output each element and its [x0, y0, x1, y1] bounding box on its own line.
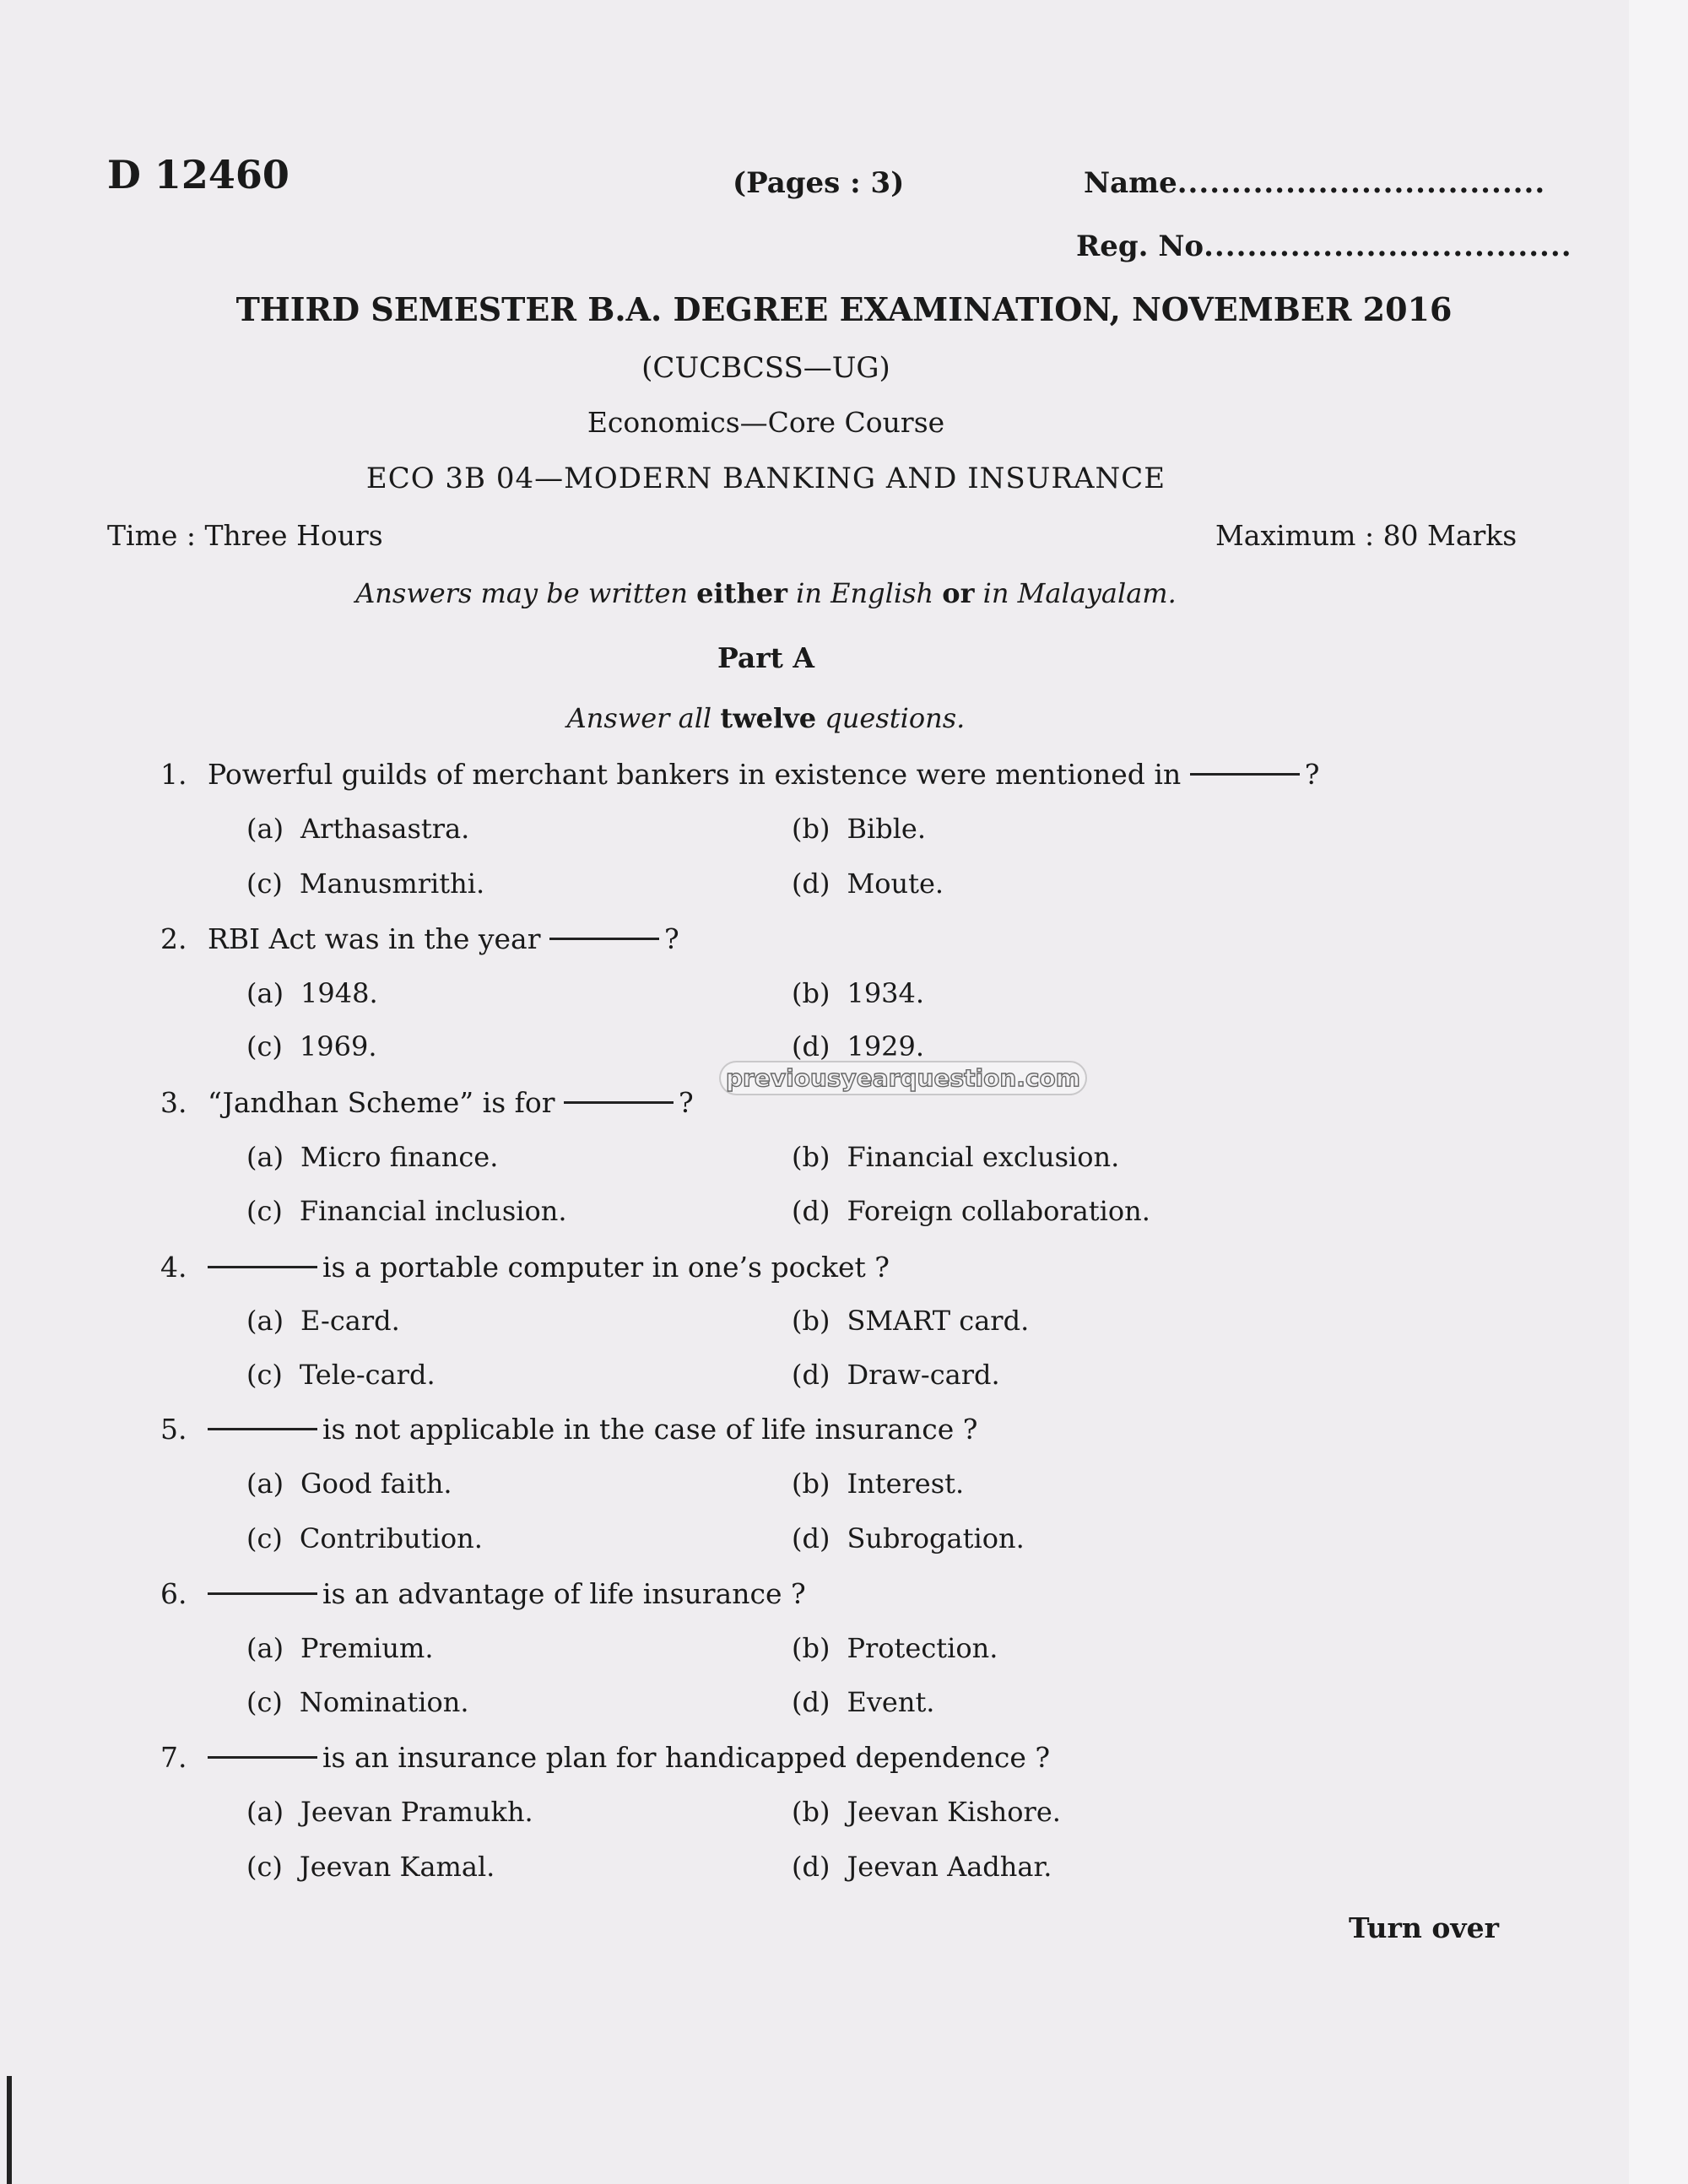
question-1 [160, 758, 1319, 791]
turn-over: Turn over [1349, 1911, 1499, 1944]
exam-scheme: (CUCBCSS—UG) [641, 351, 890, 385]
question-2 [160, 922, 679, 955]
option-d: (d) Moute. [792, 868, 944, 900]
option-c: (c) Nomination. [246, 1686, 469, 1718]
instr-tail: in Malayalam. [982, 577, 1177, 609]
option-c: (c) Contribution. [246, 1522, 483, 1554]
question-number: 5. [160, 1413, 187, 1446]
instr-lead: Answers may be written [355, 577, 688, 609]
option-b: (b) Financial exclusion. [792, 1141, 1120, 1173]
question-number: 4. [160, 1251, 187, 1284]
answer-blank [208, 1266, 317, 1268]
answer-blank [564, 1101, 674, 1104]
part-instruction [0, 702, 1532, 734]
option-a: (a) Premium. [246, 1632, 434, 1664]
option-a: (a) Jeevan Pramukh. [246, 1796, 533, 1828]
answer-blank [549, 938, 659, 940]
exam-title: THIRD SEMESTER B.A. DEGREE EXAMINATION, NOVEMBER 2016 [235, 290, 1453, 328]
option-b: (b) Bible. [792, 813, 927, 845]
question-mark: ? [1304, 758, 1320, 791]
question-text: is a portable computer in one’s pocket ? [322, 1251, 890, 1284]
option-d: (d) Event. [792, 1686, 935, 1718]
option-c: (c) Jeevan Kamal. [246, 1851, 495, 1883]
option-b: (b) Interest. [792, 1468, 965, 1500]
option-b: (b) Jeevan Kishore. [792, 1796, 1061, 1828]
part-title: Part A [717, 641, 815, 674]
answer-blank [208, 1756, 317, 1759]
instr-either: either [696, 577, 787, 609]
watermark: previousyearquestion.com [719, 1061, 1087, 1095]
option-c: (c) Manusmrithi. [246, 868, 485, 900]
reg-label: Reg. No [1076, 230, 1204, 263]
answer-blank [1190, 773, 1300, 776]
option-d: (d) Foreign collaboration. [792, 1195, 1150, 1227]
question-text: “Jandhan Scheme” is for [208, 1086, 555, 1119]
option-a: (a) 1948. [246, 977, 378, 1009]
question-5 [160, 1413, 977, 1446]
paper-code: D 12460 [107, 152, 289, 197]
question-3 [160, 1086, 694, 1119]
question-number: 7. [160, 1741, 187, 1774]
question-text: RBI Act was in the year [208, 922, 541, 955]
question-number: 2. [160, 922, 187, 955]
question-text: is an insurance plan for handicapped dependence ? [322, 1741, 1051, 1774]
option-b: (b) 1934. [792, 977, 925, 1009]
question-text: Powerful guilds of merchant bankers in existence were mentioned in [208, 758, 1182, 791]
name-dots: .................................. [1177, 166, 1546, 200]
reg-dots: .................................. [1204, 230, 1572, 263]
option-d: (d) Subrogation. [792, 1522, 1025, 1554]
option-c: (c) 1969. [246, 1030, 377, 1062]
part-instr-tail: questions. [825, 702, 966, 734]
name-label: Name [1084, 166, 1177, 200]
option-d: (d) 1929. [792, 1030, 925, 1062]
exam-subject: Economics—Core Course [587, 406, 945, 439]
question-number: 6. [160, 1577, 187, 1610]
paper-title: ECO 3B 04—MODERN BANKING AND INSURANCE [365, 462, 1166, 495]
reg-no-field [1076, 230, 1572, 263]
option-c: (c) Tele-card. [246, 1359, 436, 1391]
question-7 [160, 1741, 1050, 1774]
maximum-marks: Maximum : 80 Marks [1215, 519, 1518, 552]
page-count: (Pages : 3) [733, 166, 905, 200]
question-text: is an advantage of life insurance ? [322, 1577, 806, 1610]
option-a: (a) E-card. [246, 1305, 400, 1337]
scan-edge-mark [7, 2076, 12, 2184]
question-mark: ? [678, 1086, 694, 1119]
name-field [1084, 166, 1545, 200]
time-allowed: Time : Three Hours [107, 519, 383, 552]
part-instr-count: twelve [720, 702, 817, 734]
answer-blank [208, 1428, 317, 1430]
option-b: (b) SMART card. [792, 1305, 1030, 1337]
part-instr-lead: Answer all [566, 702, 712, 734]
option-a: (a) Good faith. [246, 1468, 452, 1500]
question-text: is not applicable in the case of life insurance ? [322, 1413, 978, 1446]
question-number: 1. [160, 758, 187, 791]
option-b: (b) Protection. [792, 1632, 998, 1664]
instr-mid: in English [796, 577, 934, 609]
answer-blank [208, 1592, 317, 1595]
question-6 [160, 1577, 806, 1610]
language-instruction [0, 577, 1532, 609]
option-c: (c) Financial inclusion. [246, 1195, 567, 1227]
option-a: (a) Micro finance. [246, 1141, 499, 1173]
option-a: (a) Arthasastra. [246, 813, 470, 845]
instr-or: or [942, 577, 975, 609]
question-mark: ? [664, 922, 679, 955]
question-number: 3. [160, 1086, 187, 1119]
option-d: (d) Jeevan Aadhar. [792, 1851, 1052, 1883]
question-4 [160, 1251, 890, 1284]
option-d: (d) Draw-card. [792, 1359, 1000, 1391]
